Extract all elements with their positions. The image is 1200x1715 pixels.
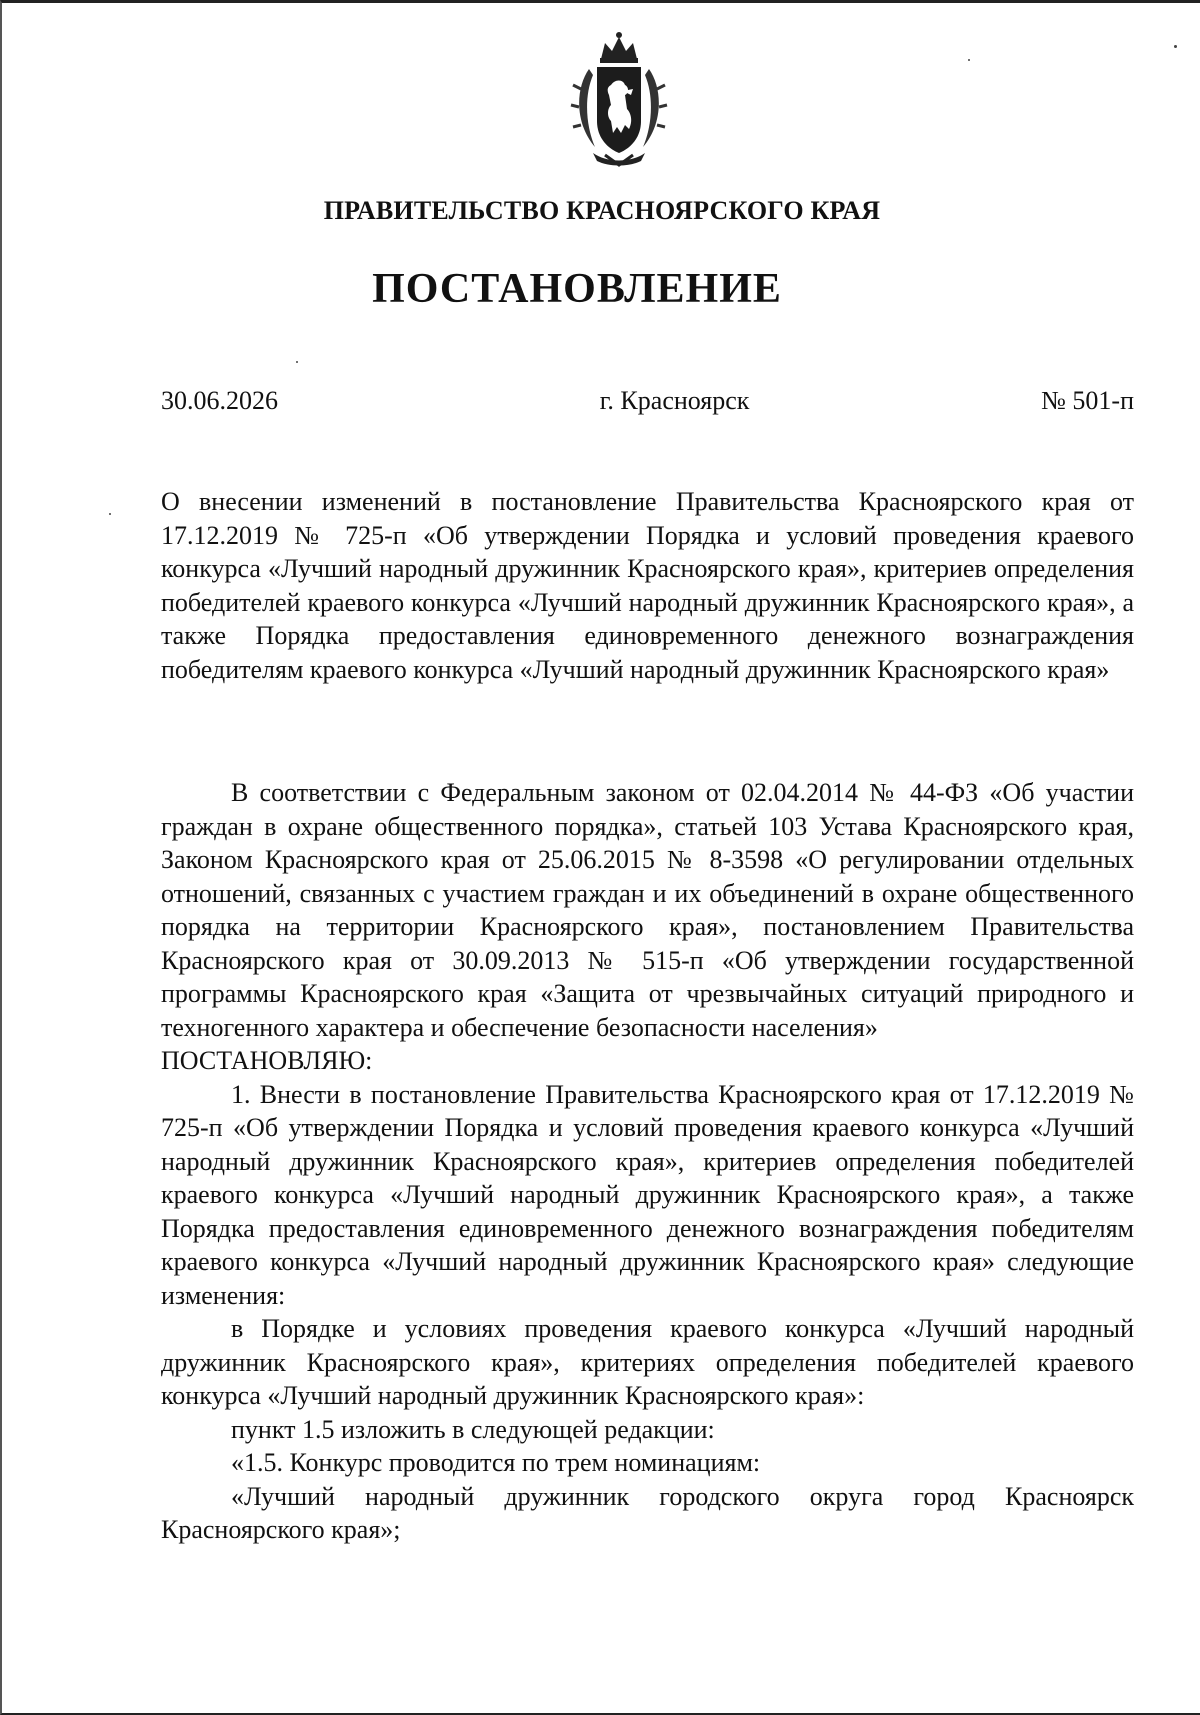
item-1-scope-paragraph: в Порядке и условиях проведения краевого конкурса «Лучший народный дружинник Красноярского края», критериях определения победителей краевого конкурса «Лучший народный дружинник Красноярского края»: (161, 1314, 1134, 1410)
preamble-paragraph: В соответствии с Федеральным законом от 02.04.2014 № 44-ФЗ «Об участии граждан в охране общественного порядка», статьей 103 Устава Красноярского края, Законом Красноярского края от 25.06.2015 № 8-3598 «О регулировании отдельных отношений, связанных с участием граждан и их объединений в охране общественного порядка на территории Красноярского края», постановлением Правительства Красноярского края от 30.09.2013 № 515-п «Об утверждении государственной программы Красноярского края «Защита от чрезвычайных ситуаций природного и техногенного характера и обеспечение безопасности населения» (161, 778, 1134, 1042)
document-type-heading: ПОСТАНОВЛЕНИЕ (372, 266, 782, 312)
document-date: 30.06.2026 (161, 386, 278, 415)
document-meta-row (161, 386, 1134, 416)
scan-speck (1174, 45, 1177, 48)
scan-speck (109, 513, 111, 515)
item-1-point-paragraph: пункт 1.5 изложить в следующей редакции: (231, 1414, 715, 1444)
resolution-word: ПОСТАНОВЛЯЮ: (161, 1046, 373, 1075)
krasnoyarsk-coat-of-arms-icon (567, 29, 671, 169)
item-1-paragraph: 1. Внести в постановление Правительства Красноярского края от 17.12.2019 № 725-п «Об утверждении Порядка и условий проведения краевого конкурса «Лучший народный дружинник Красноярского края», критериев определения победителей краевого конкурса «Лучший народный дружинник Красноярского края», а также Порядка предоставления единовременного денежного вознаграждения победителям краевого конкурса «Лучший народный дружинник Красноярского края» следующие изменения: (161, 1079, 1134, 1310)
scan-speck (968, 59, 970, 61)
document-body (161, 776, 1134, 1547)
document-subject: О внесении изменений в постановление Правительства Красноярского края от 17.12.2019 № 725-п «Об утверждении Порядка и условий проведения краевого конкурса «Лучший народный дружинник Красноярского края», критериев определения победителей краевого конкурса «Лучший народный дружинник Красноярского края», а также Порядка предоставления единовременного денежного вознаграждения победителям краевого конкурса «Лучший народный дружинник Красноярского края» (161, 487, 1134, 684)
organization-title: ПРАВИТЕЛЬСТВО КРАСНОЯРСКОГО КРАЯ (323, 196, 881, 225)
document-city: г. Красноярск (599, 386, 750, 415)
item-1-quote-paragraph: «1.5. Конкурс проводится по трем номинациям: (231, 1448, 761, 1477)
document-number: № 501-п (1041, 386, 1134, 415)
nomination-1-paragraph: «Лучший народный дружинник городского округа город Красноярск Красноярского края»; (161, 1481, 1134, 1544)
scan-speck (296, 361, 298, 363)
